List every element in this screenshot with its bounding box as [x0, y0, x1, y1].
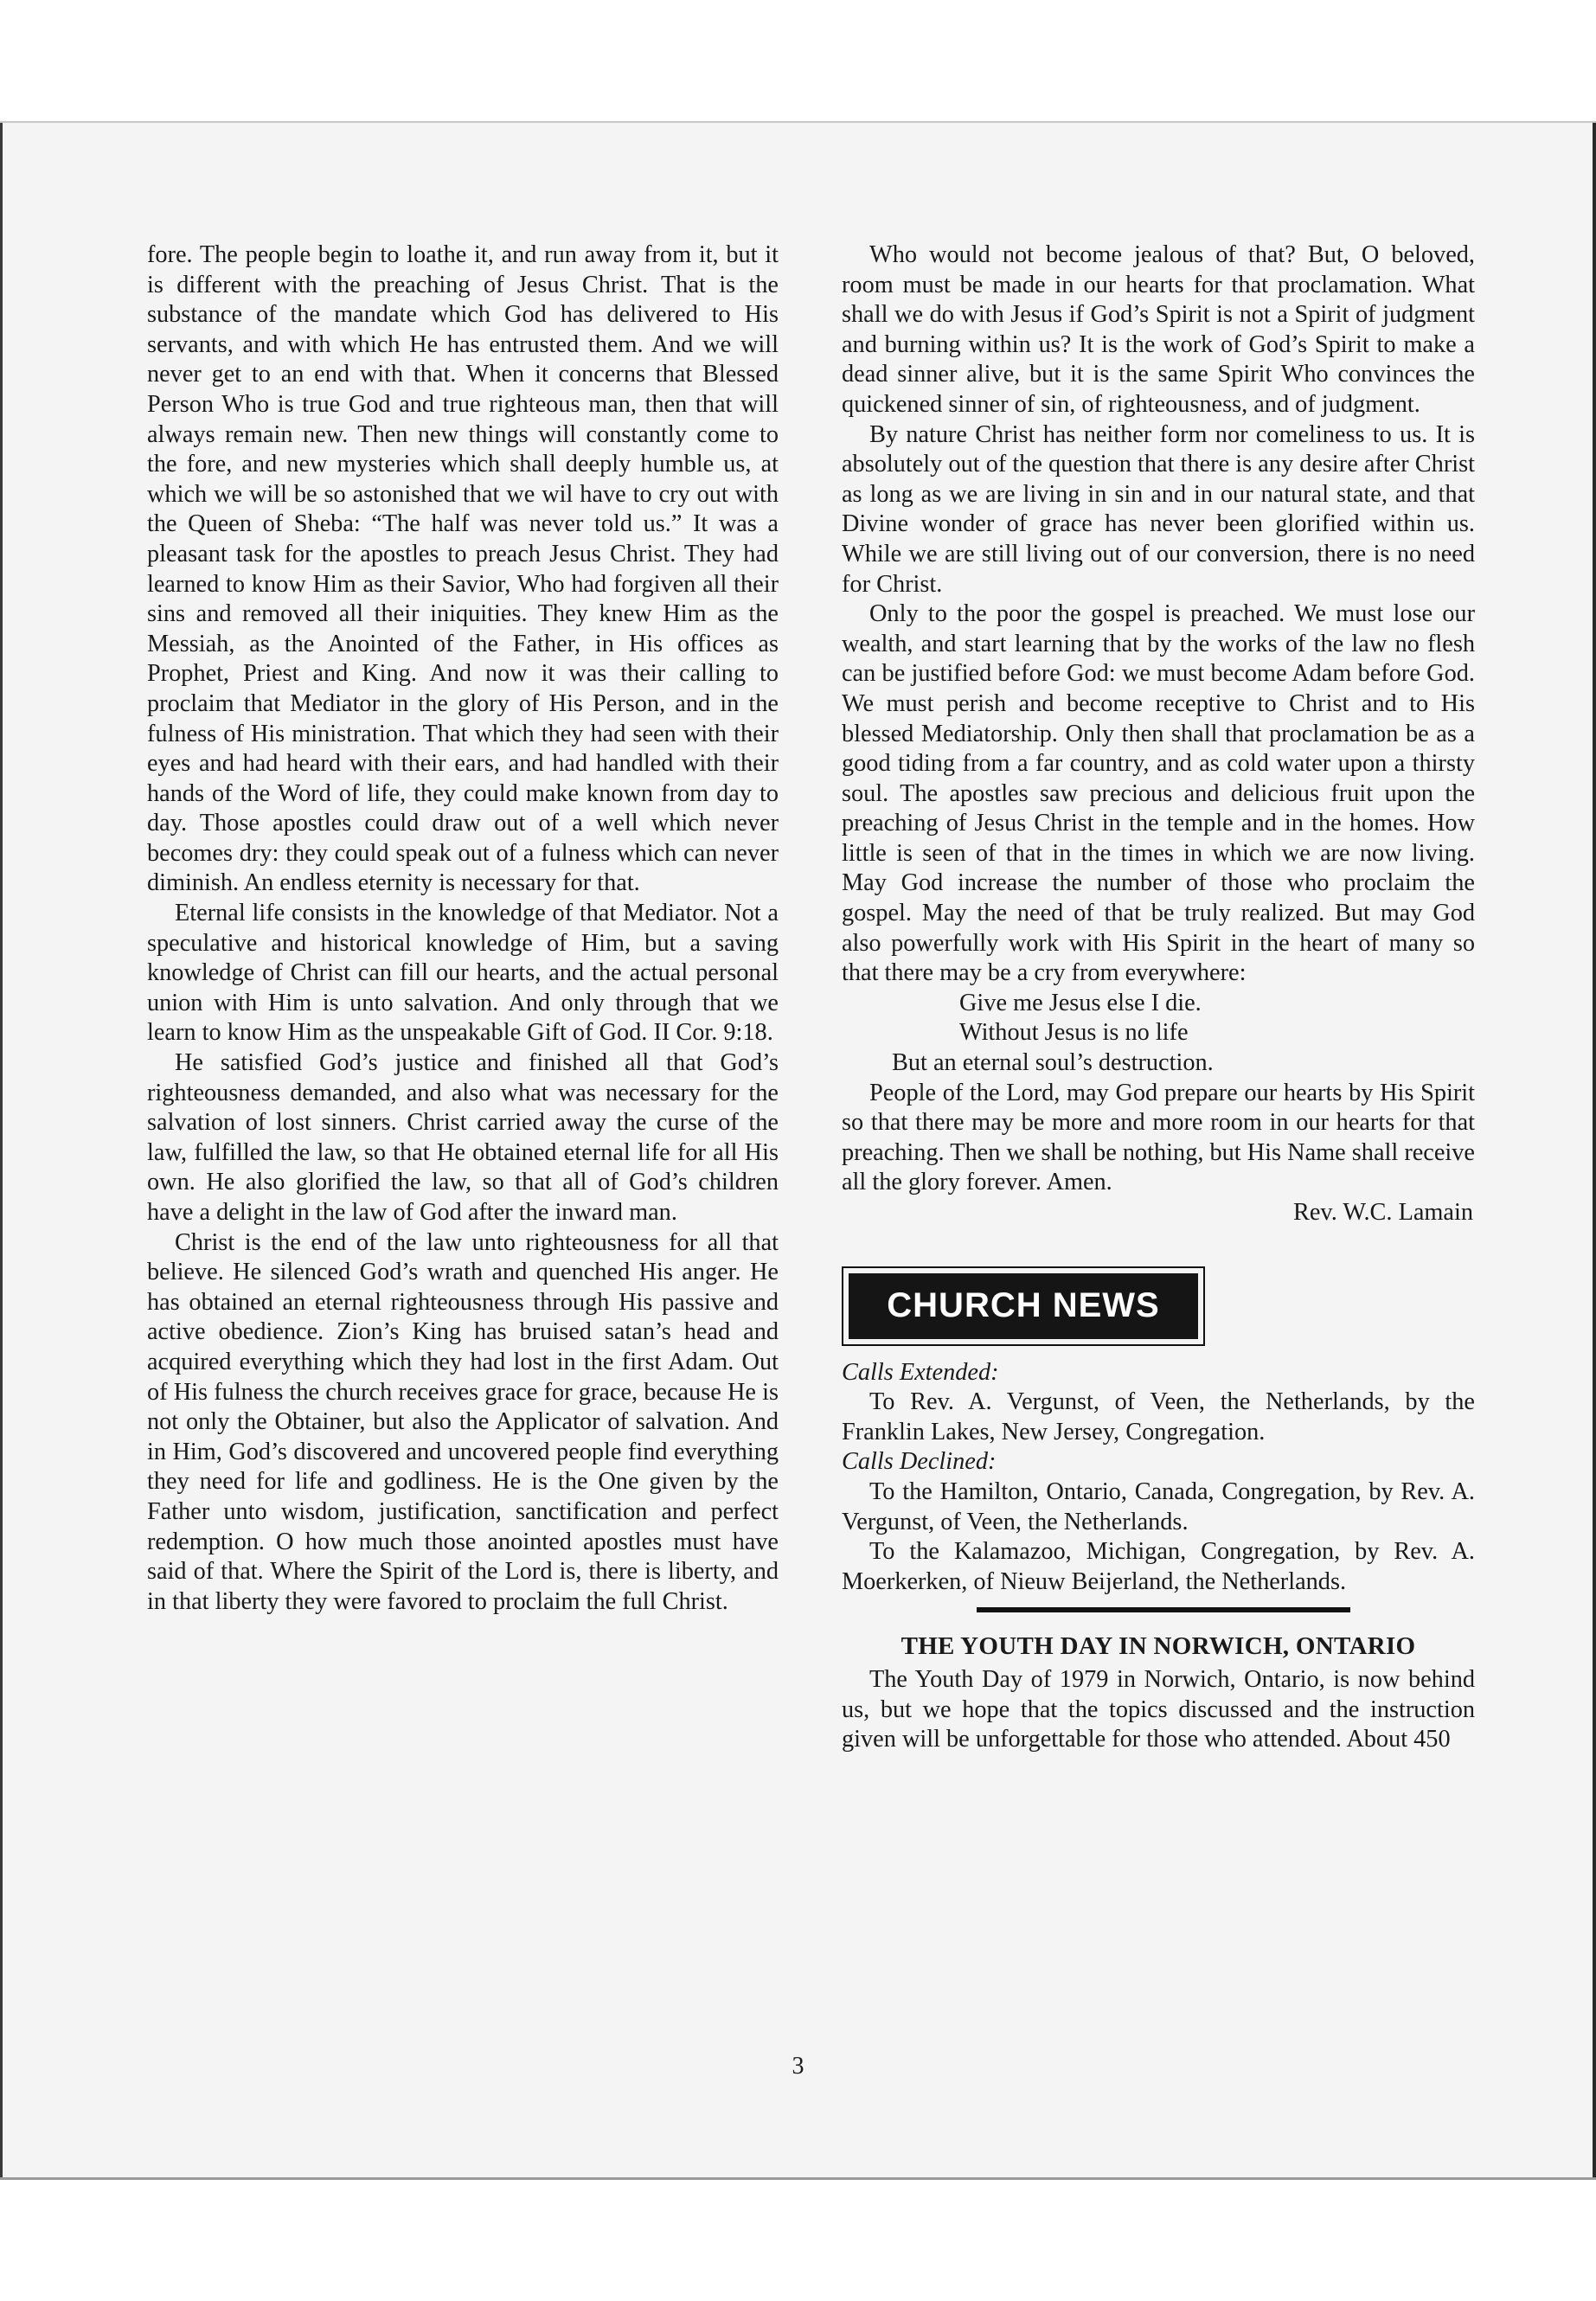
youth-day-title: THE YOUTH DAY IN NORWICH, ONTARIO: [901, 1632, 1416, 1661]
news-item: To Rev. A. Vergunst, of Veen, the Netherlands, by the Franklin Lakes, New Jersey, Congregation.: [842, 1388, 1475, 1445]
article-paragraph: fore. The people begin to loathe it, and run away from it, but it is different with the preaching of Jesus Christ. That is the substance of the mandate which God has delivered to His servants, and with which He has entrusted them. And we will never get to an end with that. When it concerns that Blessed Person Who is true God and true righteous man, then that will always remain new. Then new things will constantly come to the fore, and new mysteries which shall deeply humble us, at which we will be so astonished that we wil have to cry out with the Queen of Sheba: “The half was never told us.” It was a pleasant task for the apostles to preach Jesus Christ. They had learned to know Him as their Savior, Who had forgiven all their sins and removed all their iniquities. They knew Him as the Messiah, as the Anointed of the Father, in His offices as Prophet, Priest and King. And now it was their calling to proclaim that Mediator in the glory of His Person, and in the fulness of His ministration. That which they had seen with their eyes and had heard with their ears, and had handled with their hands of the Word of life, they could make known from day to day. Those apostles could draw out of a well which never becomes dry: they could speak out of a fulness which can never diminish. An endless eternity is necessary for that.: [147, 241, 779, 897]
calls-extended-heading: Calls Extended:: [842, 1358, 999, 1386]
article-paragraph: Only to the poor the gospel is preached. We must lose our wealth, and start learning that by the works of the law no flesh can be justified before God: we must become Adam before God. We must perish and become receptive to Christ and to His blessed Mediatorship. Only then shall that proclamation be as a good tiding from a far country, and as cold water upon a thirsty soul. The apostles saw precious and delicious fruit upon the preaching of Jesus Christ in the temple and in the homes. How little is seen of that in the times in which we are now living. May God increase the number of those who proclaim the gospel. May the need of that be truly realized. But may God also powerfully work with His Spirit in the heart of many so that there may be a cry from everywhere:: [842, 600, 1475, 987]
closing-paragraph: People of the Lord, may God prepare our hearts by His Spirit so that there may be more and more room in our hearts for that preaching. Then we shall be nothing, but His Name shall receive all the glory forever. Amen.: [842, 1079, 1475, 1196]
article-paragraph: He satisfied God’s justice and finished all that God’s righteousness demanded, and also what was necessary for the salvation of lost sinners. Christ carried away the curse of the law, fulfilled the law, so that He obtained eternal life for all His own. He also glorified the law, so that all of God’s children have a delight in the law of God after the inward man.: [147, 1049, 779, 1226]
poem: [842, 989, 1475, 1079]
calls-declined-heading: Calls Declined:: [842, 1448, 997, 1476]
author-signature: Rev. W.C. Lamain: [1292, 1199, 1473, 1226]
poem-line: Give me Jesus else I die.: [959, 989, 1202, 1016]
section-divider: [977, 1607, 1350, 1612]
article-paragraph: By nature Christ has neither form nor comeliness to us. It is absolutely out of the question that there is any desire after Christ as long as we are living in sin and in our natural state, and that Divine wonder of grace has never been glorified within us. While we are still living out of our conversion, there is no need for Christ.: [842, 420, 1475, 598]
article-paragraph: Christ is the end of the law unto righteousness for all that believe. He silenced God’s wrath and quenched His anger. He has obtained an eternal righteousness through His passive and active obedience. Zion’s King has bruised satan’s head and acquired everything which they had lost in the first Adam. Out of His fulness the church receives grace for grace, because He is not only the Obtainer, but also the Applicator of salvation. And in Him, God’s discovered and uncovered people find everything they need for life and godliness. He is the One given by the Father unto wisdom, justification, sanctification and perfect redemption. O how much those anointed apostles must have said of that. Where the Spirit of the Lord is, there is liberty, and in that liberty they were favored to proclaim the full Christ.: [147, 1228, 779, 1615]
article-paragraph: Eternal life consists in the knowledge of that Mediator. Not a speculative and historical knowledge of Him, but a saving knowledge of Christ can fill our hearts, and the actual personal union with Him is unto salvation. And only through that we learn to know Him as the unspeakable Gift of God. II Cor. 9:18.: [147, 900, 779, 1047]
poem-line: But an eternal soul’s destruction.: [892, 1049, 1214, 1077]
left-column: [147, 240, 779, 1617]
news-item: To the Hamilton, Ontario, Canada, Congregation, by Rev. A. Vergunst, of Veen, the Netherlands.: [842, 1477, 1475, 1535]
page-number: 3: [792, 2053, 804, 2080]
article-paragraph: Who would not become jealous of that? But, O beloved, room must be made in our hearts for that proclamation. What shall we do with Jesus if God’s Spirit is not a Spirit of judgment and burning within us? It is the work of God’s Spirit to make a dead sinner alive, but it is the same Spirit Who convinces the quickened sinner of sin, of righteousness, and of judgment.: [842, 241, 1475, 418]
church-news-banner: [842, 1266, 1205, 1346]
poem-line: Without Jesus is no life: [959, 1019, 1189, 1047]
church-news-banner-text: CHURCH NEWS: [849, 1273, 1198, 1339]
right-column: [842, 240, 1475, 1755]
news-item: To the Kalamazoo, Michigan, Congregation, by Rev. A. Moerkerken, of Nieuw Beijerland, the Netherlands.: [842, 1538, 1475, 1595]
youth-day-paragraph: The Youth Day of 1979 in Norwich, Ontario, is now behind us, but we hope that the topics discussed and the instruction given will be unforgettable for those who attended. About 450: [842, 1665, 1475, 1753]
